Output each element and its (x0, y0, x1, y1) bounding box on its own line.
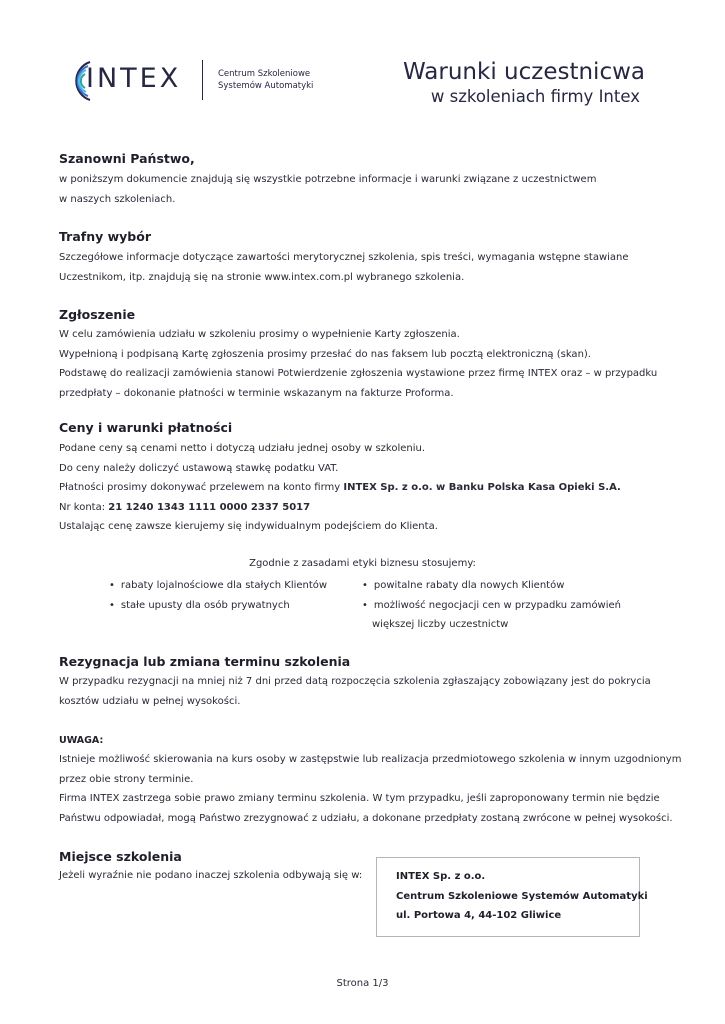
bank-name: INTEX Sp. z o.o. w Banku Polska Kasa Opieki S.A. (343, 482, 621, 493)
title-line-2: w szkoleniach firmy Intex (430, 87, 640, 106)
choice-text: Szczegółowe informacje dotyczące zawartości merytorycznej szkolenia, spis treści, wymagania wstępne stawiane Uczestnikom, itp. znajdują się na stronie www.intex.com.pl wybranego szkolenia. (59, 252, 629, 283)
intex-logo (64, 56, 204, 106)
bullet-list-left (109, 576, 327, 615)
centre-name: Centrum Szkoleniowe Systemów Automatyki (218, 69, 314, 91)
list-item-continuation: większej liczby uczestnictw (372, 619, 509, 630)
resignation-text: W przypadku rezygnacji na mniej niż 7 dni przed datą rozpoczęcia szkolenia zgłaszający zobowiązany jest do pokrycia kosztów udziału w pełnej wysokości. (59, 676, 651, 707)
page-number: Strona 1/3 (336, 978, 389, 989)
list-item: • powitalne rabaty dla nowych Klientów (362, 580, 565, 591)
title-line-1: Warunki uczestnicwa (403, 59, 645, 85)
location-text: Jeżeli wyraźnie nie podano inaczej szkolenia odbywają się w: (59, 870, 363, 881)
prices-heading: Ceny i warunki płatności (59, 420, 233, 435)
location-heading: Miejsce szkolenia (59, 849, 182, 864)
document-title (403, 58, 645, 108)
greeting-heading: Szanowni Państwo, (59, 151, 195, 166)
list-item: • rabaty lojalnościowe dla stałych Klientów (109, 580, 328, 591)
registration-heading: Zgłoszenie (59, 307, 136, 322)
choice-heading: Trafny wybór (59, 229, 151, 244)
list-item: • stałe upusty dla osób prywatnych (109, 599, 290, 611)
header-divider (202, 60, 203, 100)
warning-text: Istnieje możliwość skierowania na kurs osoby w zastępstwie lub realizacja przedmiotowego szkolenia w innym uzgodnionym przez obie strony terminie. Firma INTEX zastrzega sobie prawo zmiany terminu szkolenia. W tym przypadku, jeśli zaproponowany termin nie będzie Państwu odpowiadał, mogą Państwo zrezygnować z udziału, a dokonane przedpłaty zostaną zwrócone w pełnej wysokości. (59, 754, 682, 824)
warning-label: UWAGA: (59, 735, 104, 746)
account-number: 21 1240 1343 1111 0000 2337 5017 (108, 501, 311, 513)
resignation-heading: Rezygnacja lub zmiana terminu szkolenia (59, 654, 351, 669)
bullet-list-right (362, 576, 621, 635)
address-box (376, 857, 648, 937)
address-centre: Centrum Szkoleniowe Systemów Automatyki (396, 891, 648, 902)
list-item: • możliwość negocjacji cen w przypadku zamówień (362, 599, 622, 611)
ethics-note: Zgodnie z zasadami etyki biznesu stosujemy: (249, 558, 476, 569)
address-company: INTEX Sp. z o.o. (396, 871, 486, 882)
greeting-text: w poniższym dokumencie znajdują się wszystkie potrzebne informacje i warunki związane z uczestnictwem w naszych szkoleniach. (59, 174, 597, 205)
logo-text: INTEX (86, 63, 182, 94)
registration-text: W celu zamówienia udziału w szkoleniu prosimy o wypełnienie Karty zgłoszenia. Wypełnioną i podpisaną Kartę zgłoszenia prosimy przesłać do nas faksem lub pocztą elektroniczną (skan). Podstawę do realizacji zamówienia stanowi Potwierdzenie zgłoszenia wystawione przez firmę INTEX oraz – w przypadku przedpłaty – dokonanie płatności w terminie wskazanym na fakturze Proforma. (59, 329, 658, 399)
prices-text: Podane ceny są cenami netto i dotyczą udziału jednej osoby w szkoleniu. Do ceny należy doliczyć ustawową stawkę podatku VAT. Płatności prosimy dokonywać przelewem na konto firmy INTEX Sp. z o.o. w Banku Polska Kasa Opieki S.A. Nr konta: 21 1240 1343 1111 0000 2337 5017 Ustalając cenę zawsze kierujemy się indywidualnym podejściem do Klienta. (59, 443, 621, 532)
address-street: ul. Portowa 4, 44-102 Gliwice (396, 910, 562, 921)
